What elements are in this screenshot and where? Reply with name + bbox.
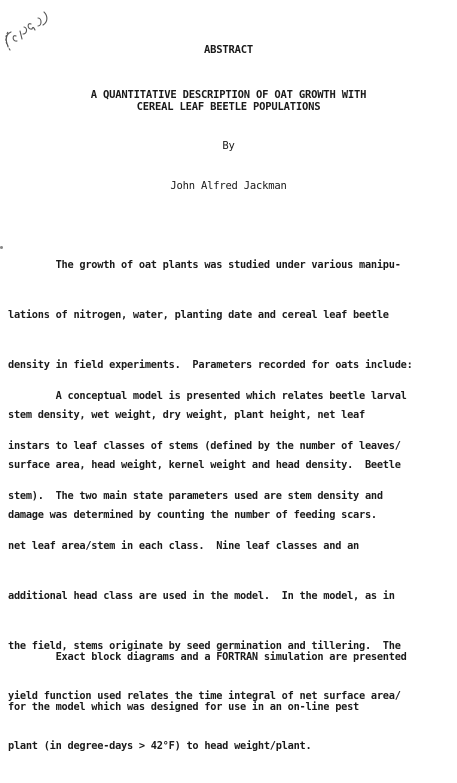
paragraph-3 — [8, 620, 457, 744]
by-line: By — [222, 140, 235, 152]
abstract-heading: ABSTRACT — [204, 44, 253, 56]
paragraph-line: for the model which was designed for use in an on-line pest — [8, 701, 360, 713]
title-line-2: CEREAL LEAF BEETLE POPULATIONS — [136, 101, 321, 113]
paragraph-line: damage was determined by counting the number of feeding scars. — [8, 509, 377, 521]
paragraph-line: lations of nitrogen, water, planting date and cereal leaf beetle — [8, 309, 389, 321]
paragraph-line: stem density, wet weight, dry weight, plant height, net leaf — [8, 409, 365, 421]
paragraph-line: plant (in degree-days > 42°F) to head weight/plant. — [8, 740, 312, 752]
margin-dot — [0, 246, 3, 249]
paragraph-line: surface area, head weight, kernel weight and head density. Beetle — [8, 459, 401, 471]
paragraph-line: the field, stems originate by seed germination and tillering. The — [8, 640, 401, 652]
paragraph-line: The growth of oat plants was studied under various manipu- — [8, 259, 401, 271]
paragraph-line: stem). The two main state parameters used are stem density and — [8, 490, 383, 502]
paragraph-line: instars to leaf classes of stems (defined by the number of leaves/ — [8, 440, 401, 452]
paragraph-line: Exact block diagrams and a FORTRAN simulation are presented — [8, 651, 407, 663]
paragraph-line: yield function used relates the time integral of net surface area/ — [8, 690, 401, 702]
paragraph-line: additional head class are used in the model. In the model, as in — [8, 590, 395, 602]
paragraph-line: A conceptual model is presented which relates beetle larval — [8, 390, 407, 402]
author-name: John Alfred Jackman — [170, 180, 287, 192]
title-line-1: A QUANTITATIVE DESCRIPTION OF OAT GROWTH WITH — [90, 89, 367, 101]
paragraph-line: density in field experiments. Parameters recorded for oats include: — [8, 359, 413, 371]
paragraph-line: net leaf area/stem in each class. Nine leaf classes and an — [8, 540, 360, 552]
